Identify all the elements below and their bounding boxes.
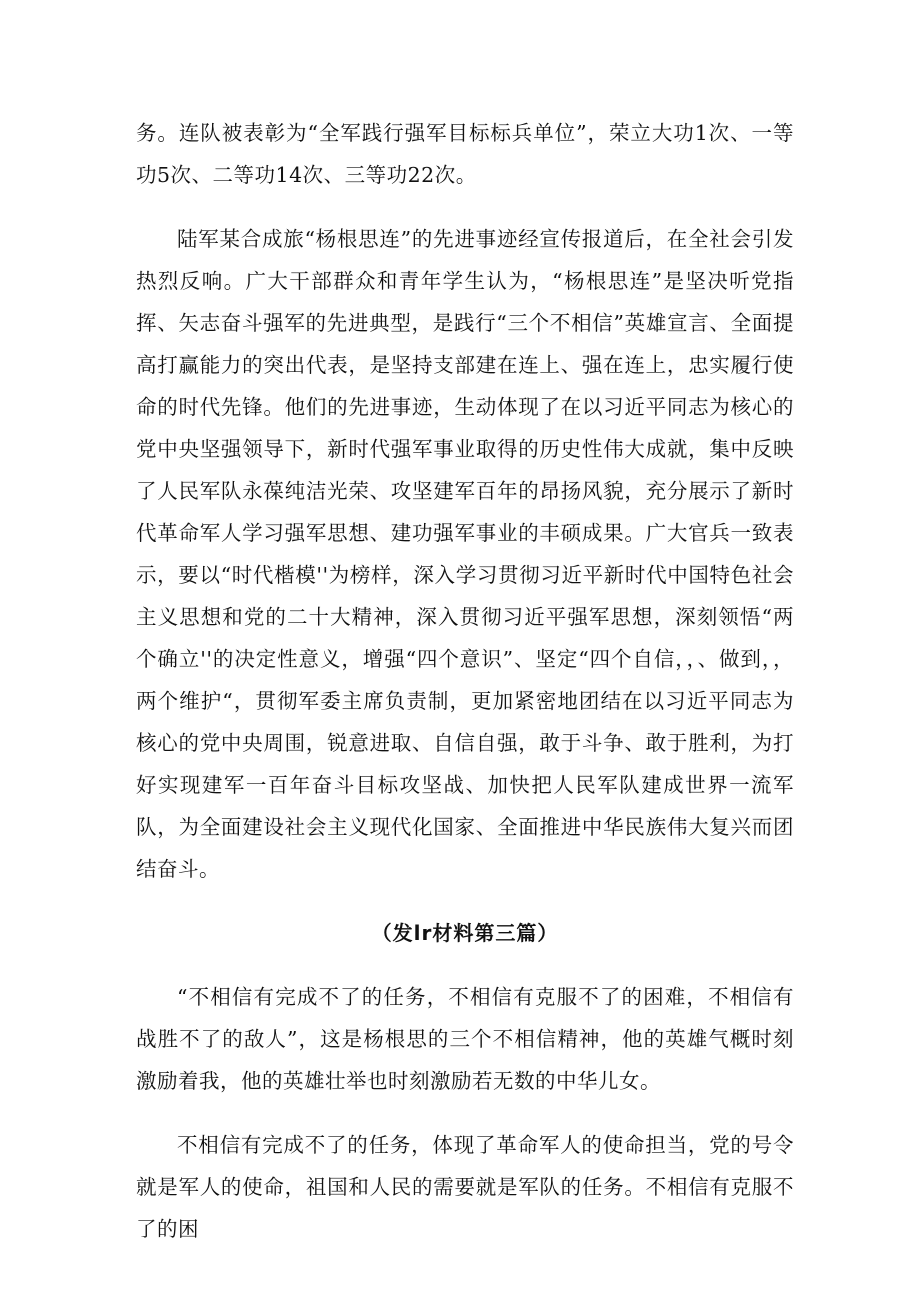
document-body (136, 112, 794, 1250)
section-heading: （发lr材料第三篇） (371, 921, 559, 945)
paragraph-yang-gensi-company: 陆军某合成旅“杨根思连”的先进事迹经宣传报道后，在全社会引发热烈反响。广大干部群众和青年学生认为，“杨根思连”是坚决听党指挥、矢志奋斗强军的先进典型，是践行“三个不相信”英雄宣言、全面提高打赢能力的突出代表，是坚持支部建在连上、强在连上，忠实履行使命的时代先锋。他们的先进事迹，生动体现了在以习近平同志为核心的党中央坚强领导下，新时代强军事业取得的历史性伟大成就，集中反映了人民军队永葆纯洁光荣、攻坚建军百年的昂扬风貌，充分展示了新时代革命军人学习强军思想、建功强军事业的丰硕成果。广大官兵一致表示，要以“时代楷模''为榜样，深入学习贯彻习近平新时代中国特色社会主义思想和党的二十大精神，深入贯彻习近平强军思想，深刻领悟“两个确立''的决定性意义，增强“四个意识”、坚定“四个自信，，、做到，，两个维护“，贯彻军委主席负责制，更加紧密地团结在以习近平同志为核心的党中央周围，锐意进取、自信自强，敢于斗争、敢于胜利，为打好实现建军一百年奋斗目标攻坚战、加快把人民军队建成世界一流军队，为全面建设社会主义现代化国家、全面推进中华民族伟大复兴而团结奋斗。 (136, 227, 794, 881)
paragraph-mission: 不相信有完成不了的任务，体现了革命军人的使命担当，党的号令就是军人的使命，祖国和人民的需要就是军队的任务。不相信有克服不了的困 (136, 1133, 794, 1241)
paragraph-continued: 务。连队被表彰为“全军践行强军目标标兵单位”，荣立大功1次、一等功5次、二等功14次、三等功22次。 (136, 121, 794, 187)
paragraph-three-disbeliefs: “不相信有完成不了的任务，不相信有克服不了的困难，不相信有战胜不了的敌人”，这是杨根思的三个不相信精神，他的英雄气概时刻激励着我，他的英雄壮举也时刻激励若无数的中华儿女。 (136, 985, 794, 1093)
